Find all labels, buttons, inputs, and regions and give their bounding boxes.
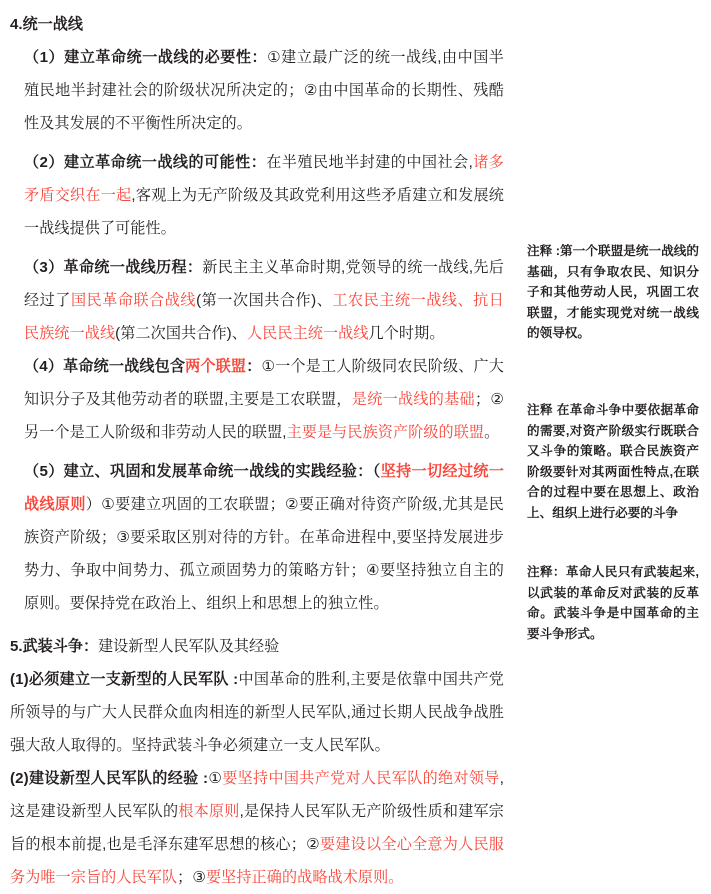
section-heading-5-tail: 建设新型人民军队及其经验 (98, 638, 280, 655)
paragraph-4-4-run-3-highlight: 主要是与民族资产阶级的联盟 (286, 424, 485, 441)
paragraph-5-2-run-0: ① (208, 770, 223, 787)
section-heading-5-lead: 5.武装斗争： (10, 638, 99, 655)
margin-note-3-body: 革命人民只有武装起来,以武装的革命反对武装的反革命。武装斗争是中国革命的主要斗争形式。 (527, 565, 700, 641)
paragraph-4-4 (0, 350, 512, 449)
spacer (0, 620, 512, 630)
margin-note-3 (527, 562, 699, 644)
paragraph-4-5-label: （5）建立、巩固和发展革命统一战线的实践经验： (24, 463, 373, 480)
paragraph-5-2 (0, 762, 512, 894)
paragraph-4-4-run-1-highlight: 是统一战线的基础 (351, 391, 475, 408)
paragraph-5-2-run-3-highlight: 根本原则 (178, 803, 240, 820)
paragraph-4-1 (0, 41, 512, 140)
paragraph-4-4-label-highlight: 两个联盟 (185, 358, 247, 375)
margin-note-2 (527, 400, 699, 523)
paragraph-4-2-run-1-highlight: 诸多矛盾交织在一起 (24, 154, 504, 204)
paragraph-5-1-run-0: 中国革命的胜利,主要是依靠中国共产党所领导的与广大人民群众血肉相连的新型人民军队,通过长期人民战争战胜强大敌人取得的。坚持武装斗争必须建立一支人民军队。 (10, 671, 505, 754)
paragraph-4-5-run-0: （ (372, 463, 381, 480)
paragraph-4-3-run-6: 几个时期。 (368, 325, 445, 342)
paragraph-4-4-run-0: ①一个是工人阶级同农民阶级、广大知识分子及其他劳动者的联盟,主要是工农联盟， (24, 358, 504, 408)
margin-note-3-label: 注释： (527, 565, 566, 579)
paragraph-4-4-run-4: 。 (484, 424, 500, 441)
margin-note-2-body: 在革命斗争中要依据革命的需要,对资产阶级实行既联合又斗争的策略。联合民族资产阶级要针对其两面性特点,在联合的过程中要在思想上、政治上、组织上进行必要的斗争 (527, 403, 700, 520)
paragraph-5-2-run-6: ；③ (177, 869, 206, 886)
paragraph-4-3-run-5-highlight: 人民民主统一战线 (246, 325, 369, 342)
paragraph-4-3-run-4: (第二次国共合作)、 (115, 325, 247, 342)
paragraph-4-3-run-1-highlight: 国民革命联合战线 (70, 292, 197, 309)
paragraph-5-1 (0, 663, 512, 762)
section-heading-4: 4.统一战线 (10, 16, 83, 33)
paragraph-4-1-run-0: ①建立最广泛的统一战线,由中国半殖民地半封建社会的阶级状况所决定的；②由中国革命的长期性、残酷性及其发展的不平衡性所决定的。 (24, 49, 504, 132)
paragraph-5-2-run-7-highlight: 要坚持正确的战略战术原则。 (205, 869, 404, 886)
paragraph-4-2 (0, 146, 512, 245)
paragraph-4-2-run-2: ,客观上为无产阶级及其政党利用这些矛盾建立和发展统一战线提供了可能性。 (24, 187, 504, 237)
paragraph-4-5-run-2: ）①要建立巩固的工农联盟；②要正确对待资产阶级,尤其是民族资产阶级；③要采取区别对待的方针。在革命进程中,要坚持发展进步势力、争取中间势力、孤立顽固势力的策略方针；④要坚持独立自主的原则。要保持党在政治上、组织上和思想上的独立性。 (24, 496, 505, 612)
paragraph-5-2-run-2: ,这是建设新型人民军队的 (10, 770, 504, 820)
paragraph-5-2-run-1-highlight: 要坚持中国共产党对人民军队的绝对领导 (222, 770, 500, 787)
paragraph-4-2-run-0: 在半殖民地半封建的中国社会, (266, 154, 473, 171)
section-heading-5 (0, 630, 512, 663)
paragraph-4-2-label: （2）建立革命统一战线的可能性： (24, 154, 267, 171)
paragraph-5-2-label: (2)建设新型人民军队的经验 : (10, 770, 209, 787)
margin-note-1-body: 第一个联盟是统一战线的基础，只有争取农民、知识分子和其他劳动人民，巩固工农联盟，才能实现党对统一战线的领导权。 (527, 244, 700, 340)
paragraph-4-4-run-2: ；②另一个是工人阶级和非劳动人民的联盟, (24, 391, 504, 441)
paragraph-4-3-label: （3）革命统一战线历程： (24, 259, 203, 276)
margin-note-1 (527, 241, 699, 344)
paragraph-4-3 (0, 251, 512, 350)
paragraph-4-3-run-2: (第一次国共合作)、 (196, 292, 333, 309)
paragraph-4-3-run-0: 新民主主义革命时期,党领导的统一战线,先后经过了 (24, 259, 504, 309)
paragraph-4-4-label: （4）革命统一战线包含 (24, 358, 186, 375)
paragraph-4-4-label-tail: ： (246, 358, 262, 375)
paragraph-4-5 (0, 455, 512, 620)
paragraph-5-2-run-4: ,是保持人民军队无产阶级性质和建军宗旨的根本前提,也是毛泽东建军思想的核心；② (10, 803, 505, 853)
margin-note-1-label: 注释 : (527, 244, 561, 258)
paragraph-5-1-label: (1)必须建立一支新型的人民军队 : (10, 671, 239, 688)
margin-note-2-label: 注释 (527, 403, 553, 417)
paragraph-4-1-label: （1）建立革命统一战线的必要性： (24, 49, 268, 66)
paragraph-4-3-run-3-highlight: 工农民主统一战线、抗日民族统一战线 (24, 292, 504, 342)
paragraph-5-2-run-5-highlight: 要建设以全心全意为人民服务为唯一宗旨的人民军队 (10, 836, 505, 886)
paragraph-4-5-run-1-highlight: 坚持一切经过统一战线原则 (24, 463, 504, 513)
